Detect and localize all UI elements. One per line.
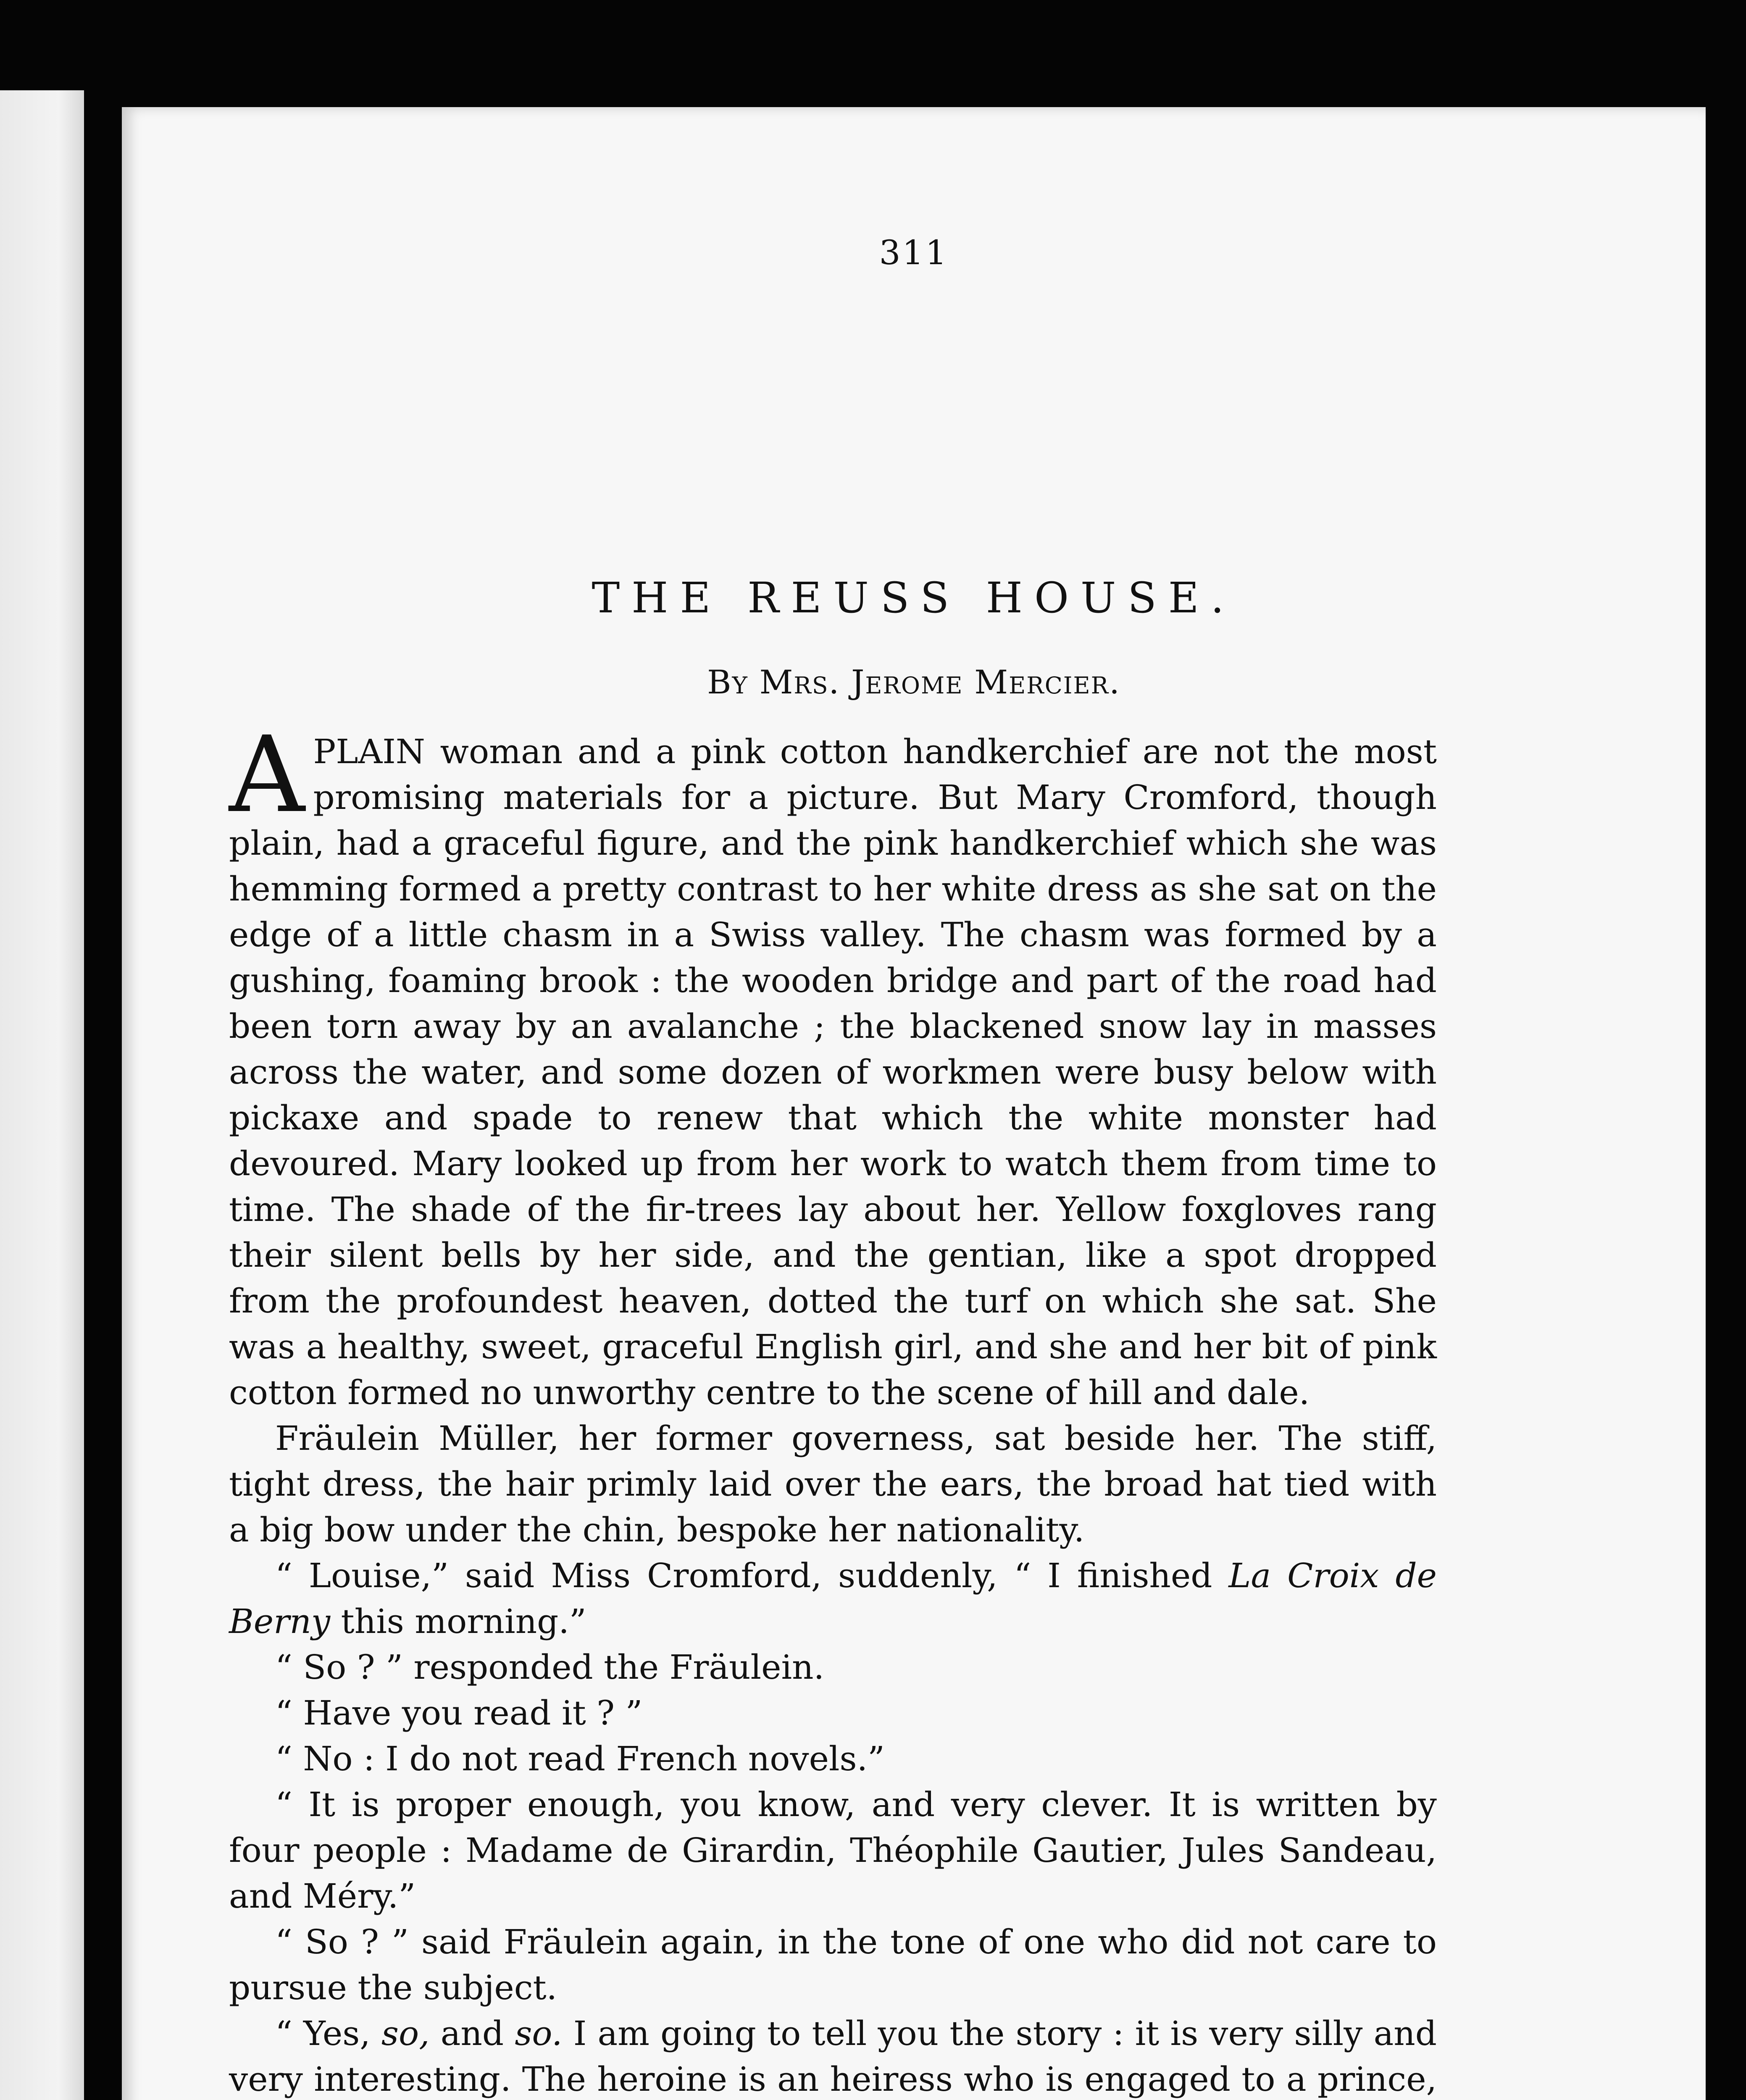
paragraph-9-before: “ Yes, <box>275 2014 381 2053</box>
paragraph-9 <box>229 2011 1437 2100</box>
paragraph-2: Fräulein Müller, her former governess, sat beside her. The stiff, tight dress, the hair primly laid over the ears, the broad hat tied with a big bow under the chin, bespoke her nationality. <box>229 1419 1437 1549</box>
paragraph-7: “ It is proper enough, you know, and very clever. It is written by four people : Madame de Girardin, Théophile Gautier, Jules Sandeau, and Méry.” <box>229 1785 1437 1916</box>
paragraph-8: “ So ? ” said Fräulein again, in the tone of one who did not care to pursue the subject. <box>229 1922 1437 2007</box>
paragraph-3 <box>229 1553 1437 1644</box>
paragraph-3-after: this morning.” <box>330 1602 586 1641</box>
byline-author: Mrs. Jerome Mercier. <box>759 664 1120 701</box>
page-number: 311 <box>879 233 949 272</box>
paragraph-5: “ Have you read it ? ” <box>275 1693 643 1732</box>
story-body <box>229 714 1437 2100</box>
book-title-italic: La Croix de Berny <box>229 1556 1437 1641</box>
story-title: THE REUSS HOUSE. <box>592 573 1236 622</box>
byline-prefix: By <box>707 664 748 701</box>
book-page <box>122 107 1706 2100</box>
italic-so-1: so, <box>381 2014 430 2053</box>
paragraph-9-middle: and <box>429 2014 515 2053</box>
paragraph-4: “ So ? ” responded the Fräulein. <box>275 1648 824 1687</box>
italic-so-2: so. <box>515 2014 563 2053</box>
paragraph-1-text: PLAIN woman and a pink cotton handkerchief are not the most promising materials for a picture. But Mary Cromford, though plain, had a graceful figure, and the pink handkerchief which she was hemming formed a pretty contrast to her white dress as she sat on the edge of a little chasm in a Swiss valley. The chasm was formed by a gushing, foaming brook : the wooden bridge and part of the road had been torn away by an avalanche ; the blackened snow lay in masses across the water, and some dozen of workmen were busy below with pickaxe and spade to renew that which the white monster had devoured. Mary looked up from her work to watch them from time to time. The shade of the fir-trees lay about her. Yellow foxgloves rang their silent bells by her side, and the gentian, like a spot dropped from the profoundest heaven, dotted the turf on which she sat. She was a healthy, sweet, graceful English girl, and she and her bit of pink cotton formed no unworthy centre to the scene of hill and dale. <box>229 732 1437 1412</box>
byline <box>122 664 1706 701</box>
paragraph-9-after: I am going to tell you the story : it is very silly and very interesting. The heroine is an heiress who is engaged to a prince, <box>229 2014 1437 2099</box>
facing-page-edge <box>0 90 84 2100</box>
paragraph-1 <box>229 714 1437 1415</box>
paragraph-6: “ No : I do not read French novels.” <box>275 1739 885 1778</box>
drop-cap: A <box>229 714 305 836</box>
paragraph-3-before: “ Louise,” said Miss Cromford, suddenly, “ I finished <box>275 1556 1229 1595</box>
